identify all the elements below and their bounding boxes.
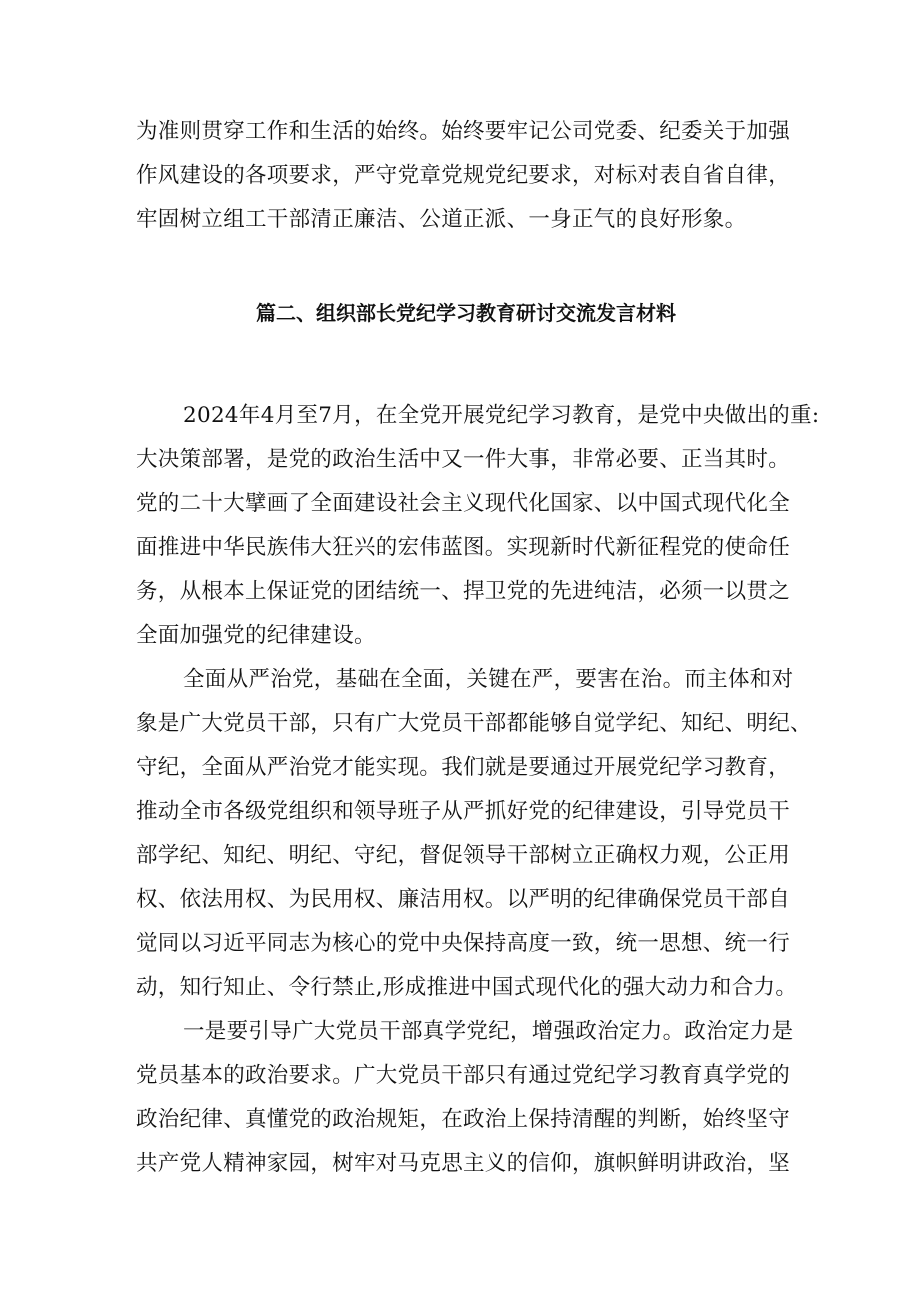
paragraph-2-line: 推动全市各级党组织和领导班子从严抓好党的纪律建设，引导党员干 — [136, 799, 791, 824]
paragraph-1-line: 全面加强党的纪律建设。 — [136, 623, 376, 648]
paragraph-1-line: 党的二十大擘画了全面建设社会主义现代化国家、以中国式现代化全 — [136, 491, 791, 516]
continuation-line: 牢固树立组工干部清正廉洁、公道正派、一身正气的良好形象。 — [136, 207, 747, 232]
paragraph-1-line: 2024年4月至7月，在全党开展党纪学习教育，是党中央做出的重: — [183, 403, 820, 428]
paragraph-3-line: 共产党人精神家园，树牢对马克思主义的信仰，旗帜鲜明讲政治，坚 — [136, 1151, 791, 1176]
paragraph-2-line: 动，知行知止、令行禁止,形成推进中国式现代化的强大动力和合力。 — [136, 975, 798, 1000]
continuation-line: 作风建设的各项要求，严守党章党规党纪要求，对标对表自省自律， — [136, 163, 791, 188]
paragraph-3-line: 一是要引导广大党员干部真学党纪，增强政治定力。政治定力是 — [183, 1019, 794, 1044]
paragraph-2-line: 部学纪、知纪、明纪、守纪，督促领导干部树立正确权力观，公正用 — [136, 843, 791, 868]
paragraph-2-line: 守纪，全面从严治党才能实现。我们就是要通过开展党纪学习教育， — [136, 755, 791, 780]
continuation-line: 为准则贯穿工作和生活的始终。始终要牢记公司党委、纪委关于加强 — [136, 119, 791, 144]
paragraph-2-line: 象是广大党员干部，只有广大党员干部都能够自觉学纪、知纪、明纪、 — [136, 711, 812, 736]
paragraph-2-line: 全面从严治党，基础在全面，关键在严，要害在治。而主体和对 — [183, 667, 794, 692]
paragraph-1-line: 务，从根本上保证党的团结统一、捍卫党的先进纯洁，必须一以贯之 — [136, 579, 791, 604]
paragraph-2-line: 觉同以习近平同志为核心的党中央保持高度一致，统一思想、统一行 — [136, 931, 791, 956]
paragraph-1-line: 大决策部署，是党的政治生活中又一件大事，非常必要、正当其时。 — [136, 447, 791, 472]
paragraph-3-line: 党员基本的政治要求。广大党员干部只有通过党纪学习教育真学党的 — [136, 1063, 791, 1088]
section-title: 篇二、组织部长党纪学习教育研讨交流发言材料 — [256, 301, 676, 325]
paragraph-2-line: 权、依法用权、为民用权、廉洁用权。以严明的纪律确保党员干部自 — [136, 887, 791, 912]
paragraph-1-line: 面推进中华民族伟大狂兴的宏伟蓝图。实现新时代新征程党的使命任 — [136, 535, 791, 560]
paragraph-3-line: 政治纪律、真懂党的政治规矩，在政治上保持清醒的判断，始终坚守 — [136, 1107, 791, 1132]
